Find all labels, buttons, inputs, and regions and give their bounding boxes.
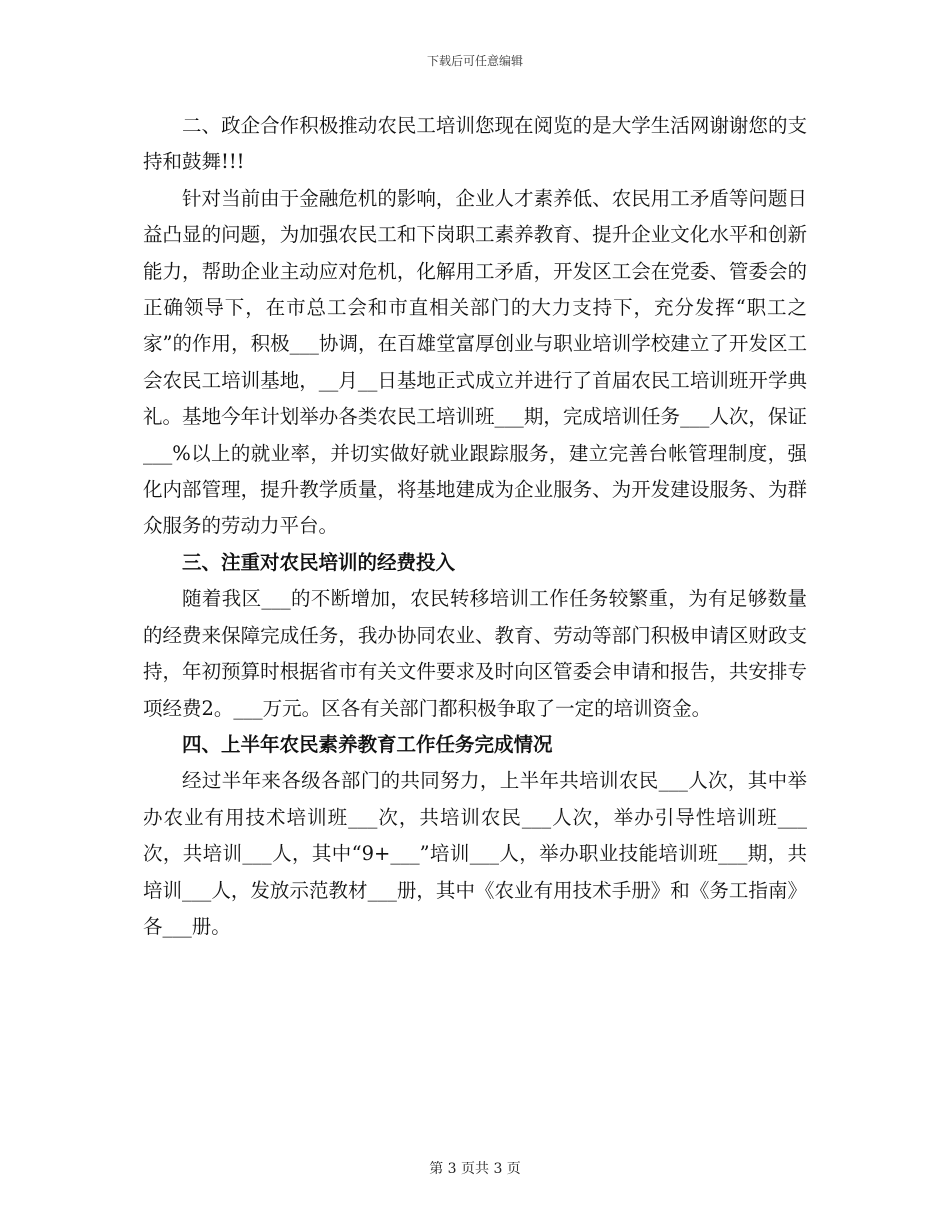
page-footer: 第 3 页共 3 页 bbox=[429, 1161, 521, 1177]
body-paragraph: 经过半年来各级各部门的共同努力，上半年共培训农民___人次，其中举办农业有用技术培训班___次，共培训农民___人次，举办引导性培训班___次，共培训___人，其中“9+___”培训___人，举办职业技能培训班___期，共培训___人，发放示范教材___册，其中《农业有用技术手册》和《务工指南》各___册。 bbox=[143, 769, 807, 938]
page-header: 下载后可任意编辑 bbox=[426, 54, 523, 68]
document-body bbox=[143, 108, 807, 945]
section-three-heading: 三、注重对农民培训的经费投入 bbox=[182, 550, 456, 574]
section-two-paragraph: 二、政企合作积极推动农民工培训您现在阅览的是大学生活网谢谢您的支持和鼓舞!!! bbox=[143, 114, 807, 174]
body-paragraph: 随着我区___的不断增加，农民转移培训工作任务较繁重，为有足够数量的经费来保障完成任务，我办协同农业、教育、劳动等部门积极申请区财政支持，年初预算时根据省市有关文件要求及时向区管委会申请和报告，共安排专项经费2。___万元。区各有关部门都积极争取了一定的培训资金。 bbox=[143, 587, 807, 720]
section-four-heading: 四、上半年农民素养教育工作任务完成情况 bbox=[182, 732, 553, 756]
body-paragraph: 针对当前由于金融危机的影响，企业人才素养低、农民用工矛盾等问题日益凸显的问题，为加强农民工和下岗职工素养教育、提升企业文化水平和创新能力，帮助企业主动应对危机，化解用工矛盾，开发区工会在党委、管委会的正确领导下，在市总工会和市直相关部门的大力支持下，充分发挥“职工之家”的作用，积极___协调，在百雄堂富厚创业与职业培训学校建立了开发区工会农民工培训基地，__月__日基地正式成立并进行了首届农民工培训班开学典礼。基地今年计划举办各类农民工培训班___期，完成培训任务___人次，保证___%以上的就业率，并切实做好就业跟踪服务，建立完善台帐管理制度，强化内部管理，提升教学质量，将基地建成为企业服务、为开发建设服务、为群众服务的劳动力平台。 bbox=[143, 186, 807, 538]
